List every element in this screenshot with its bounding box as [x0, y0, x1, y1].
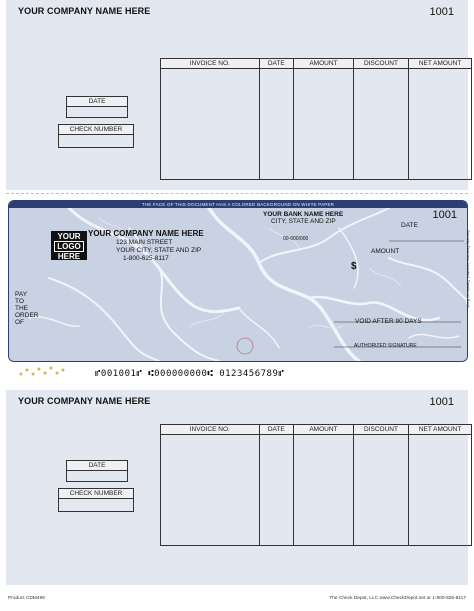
table-cell[interactable] — [259, 435, 293, 546]
column-header: DATE — [259, 425, 293, 435]
top-invoice-table — [160, 58, 472, 180]
security-features-text: Security Features Included. Details on Back. — [466, 230, 471, 309]
column-header: INVOICE NO. — [161, 59, 260, 69]
gold-foil-seal — [18, 364, 68, 378]
pay-to-line: ORDER — [15, 312, 39, 319]
footer-product: Product CDM499 — [8, 596, 45, 601]
footer-credit: The Check Depot, LLC www.CheckDepot.net or 1-800-625-8117 — [329, 596, 466, 601]
table-cell[interactable] — [353, 435, 408, 546]
check-amount-label: AMOUNT — [371, 248, 400, 255]
check-number-label: CHECK NUMBER — [58, 488, 134, 499]
top-stub-check-number-box — [58, 124, 134, 148]
bottom-stub — [6, 390, 468, 585]
logo-placeholder — [51, 231, 87, 260]
bottom-stub-date-box — [66, 460, 128, 482]
top-stub-date-box — [66, 96, 128, 118]
bottom-stub-check-number: 1001 — [429, 396, 454, 408]
bottom-stub-check-number-box — [58, 488, 134, 512]
check-number-label: CHECK NUMBER — [58, 124, 134, 135]
top-stub-company: YOUR COMPANY NAME HERE — [18, 6, 151, 16]
check-number-value-field[interactable] — [58, 499, 134, 512]
date-label: DATE — [66, 460, 128, 471]
logo-line: LOGO — [54, 241, 84, 252]
table-header-row — [161, 59, 472, 69]
table-cell[interactable] — [161, 69, 260, 180]
check-company-name: YOUR COMPANY NAME HERE — [88, 229, 204, 238]
dollar-sign: $ — [351, 261, 357, 272]
routing-fraction: 00-000/000 — [283, 236, 309, 242]
column-header: DATE — [259, 59, 293, 69]
table-cell[interactable] — [409, 435, 472, 546]
date-value-field[interactable] — [66, 107, 128, 118]
top-stub-check-number: 1001 — [429, 6, 454, 18]
top-stub — [6, 0, 468, 190]
table-cell[interactable] — [259, 69, 293, 180]
signature-label: AUTHORIZED SIGNATURE — [354, 343, 417, 349]
pay-to-line: PAY — [15, 291, 28, 298]
check-address-line1: 123 MAIN STREET — [116, 239, 173, 246]
pay-to-block — [15, 291, 38, 326]
logo-line: YOUR — [57, 232, 81, 241]
micr-line: ⑈001001⑈ ⑆000000000⑆ 0123456789⑈ — [95, 369, 285, 379]
bank-city: CITY, STATE AND ZIP — [271, 218, 336, 225]
check-number-value-field[interactable] — [58, 135, 134, 148]
pay-to-line: OF — [15, 319, 25, 326]
logo-line: HERE — [57, 252, 81, 261]
check-address-line2: YOUR CITY, STATE AND ZIP — [116, 247, 202, 254]
column-header: NET AMOUNT — [409, 59, 472, 69]
date-label: DATE — [66, 96, 128, 107]
check-number: 1001 — [432, 209, 457, 221]
bank-name: YOUR BANK NAME HERE — [263, 211, 344, 218]
table-cell[interactable] — [161, 435, 260, 546]
bottom-invoice-table — [160, 424, 472, 546]
security-strip: THE FACE OF THIS DOCUMENT HAS A COLORED BACKGROUND ON WHITE PAPER — [9, 201, 467, 208]
column-header: DISCOUNT — [353, 425, 408, 435]
pay-to-line: THE — [15, 305, 28, 312]
table-row — [161, 435, 472, 546]
table-row — [161, 69, 472, 180]
date-value-field[interactable] — [66, 471, 128, 482]
column-header: NET AMOUNT — [409, 425, 472, 435]
table-cell[interactable] — [409, 69, 472, 180]
column-header: AMOUNT — [293, 425, 353, 435]
table-cell[interactable] — [353, 69, 408, 180]
column-header: AMOUNT — [293, 59, 353, 69]
check-body — [8, 200, 468, 362]
check-date-label: DATE — [401, 222, 418, 229]
table-header-row — [161, 425, 472, 435]
bottom-stub-company: YOUR COMPANY NAME HERE — [18, 396, 151, 406]
table-cell[interactable] — [293, 69, 353, 180]
table-cell[interactable] — [293, 435, 353, 546]
check-phone: 1-800-625-8117 — [123, 255, 169, 262]
perforation-line — [6, 193, 468, 194]
pay-to-line: TO — [15, 298, 24, 305]
void-notice: VOID AFTER 90 DAYS — [355, 318, 422, 325]
column-header: INVOICE NO. — [161, 425, 260, 435]
column-header: DISCOUNT — [353, 59, 408, 69]
